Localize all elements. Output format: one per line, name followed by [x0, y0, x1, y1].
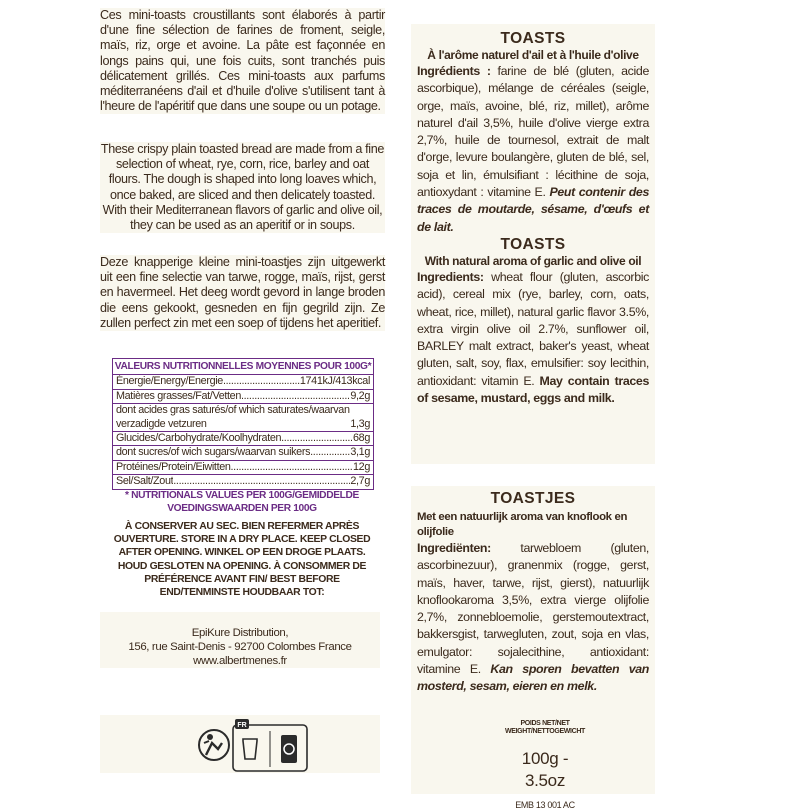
street-address: 156, rue Saint-Denis - 92700 Colombes France: [128, 641, 352, 653]
distributor-address: [100, 612, 380, 668]
net-weight-label: POIDS NET/NET WEIGHT/NETTOGEWICHT: [505, 720, 585, 735]
fr-tag: FR: [237, 722, 247, 729]
fr-intro-text: Ces mini-toasts croustillants sont élaborés à partir d'une fine sélection de farines de froment, seigle, maïs, riz, orge et avoine. La pâte est façonnée en longs pains qui, une fois cuits, sont tranchés puis délicatement grillés. Ces mini-toasts aux parfums méditerranéens d'ail et d'huile d'olive s'utilisent tant à l'heure de l'apéritif que dans une soupe ou un potage.: [100, 8, 385, 114]
nl-traces: Kan sporen bevatten van mosterd, sesam, eieren en melk.: [417, 662, 650, 694]
nutrition-label: Matières grasses/Fat/Vetten: [116, 389, 241, 402]
nutrition-label: Protéines/Protein/Eiwitten: [116, 460, 231, 473]
fr-traces: Peut contenir des traces de moutarde, sésame, d'œufs et de lait.: [417, 185, 649, 234]
en-traces: May contain traces of sesame, mustard, eggs and milk.: [417, 373, 649, 406]
en-ingredients: [411, 269, 655, 407]
nutrition-value: 3,1g: [350, 446, 370, 459]
en-title: TOASTS: [500, 235, 566, 253]
fr-ingredients: [411, 63, 655, 236]
nutrition-label: Énergie/Energy/Energie: [116, 375, 223, 388]
en-ingredients-text: wheat flour (gluten, ascorbic acid), cereal mix (rye, barley, corn, oats, wheat, rice, millet), natural garlic flavor 3.5%, extra virgin olive oil 2.7%, sunflower oil, BARLEY malt extract, baker's yeast, wheat gluten, salt, soy, flax, emulsifier: soy lecithin, antioxidant: vitamin E.: [417, 269, 649, 388]
en-ingredients-label: Ingredients:: [417, 269, 484, 284]
recycling-logos-graphic: [100, 715, 380, 773]
nutrition-row: [113, 461, 373, 475]
triman-icon: [199, 730, 229, 760]
company-name: EpiKure Distribution,: [191, 627, 289, 639]
nutrition-label: dont sucres/of wich sugars/waarvan suikers: [116, 446, 311, 459]
nutrition-label: Glucides/Carbohydrate/Koolhydraten: [116, 432, 282, 445]
en-intro-text: These crispy plain toasted bread are made from a fine selection of wheat, rye, corn, rice, barley and oat flours. The dough is shaped into long loaves which, once baked, are sliced and then delicately toasted. With their Mediterranean flavors of garlic and olive oil, they can be used as an aperitif or in soups.: [100, 142, 385, 233]
net-weight-value: 100g - 3.5oz: [521, 749, 569, 790]
fr-intro: [100, 8, 385, 114]
nl-subtitle: Met een natuurlijk aroma van knoflook en olijfolie: [417, 511, 628, 538]
nutrition-label: dont acides gras saturés/of which saturates/waarvan verzadigde vetzuren: [116, 404, 350, 430]
nutrition-row: [113, 375, 373, 389]
fr-ingredients-text: farine de blé (gluten, acide ascorbique), mélange de céréales (seigle, orge, maïs, avoine, blé, riz, millet), arôme naturel d'ail 3,5%, huile d'olive vierge extra 2,7%, huile de tournesol, extrait de malt d'orge, levure boulangère, gluten de blé, sel, soja et lin, émulsifiant : lécithine de soja, antioxydant : vitamine E.: [417, 64, 649, 200]
net-weight-block: [500, 720, 590, 810]
nutrition-value: 1741kJ/413kcal: [299, 375, 370, 388]
nl-ingredients-text: tarwebloem (gluten, ascorbinezuur), granenmix (rogge, gerst, maïs, haver, tarwe, rijst, gierst), natuurlijk knoflookaroma 3,5%, extra vierge olijfolie 2,7%, zonnebloemolie, gerstemoutextract, bakkersgist, tarwegluten, zout, soja en vlas, emulgator: sojalecithine, antioxidant: vitamine E.: [417, 541, 649, 677]
nl-intro: [100, 255, 385, 331]
ingredients-panel-fr-en: [411, 24, 655, 464]
en-subtitle: With natural aroma of garlic and olive oil: [424, 253, 642, 268]
en-intro: [100, 142, 385, 233]
fr-subtitle: À l'arôme naturel d'ail et à l'huile d'olive: [427, 48, 639, 62]
emb-code: EMB 13 001 AC: [515, 800, 575, 810]
nutrition-title: VALEURS NUTRITIONNELLES MOYENNES POUR 100G*: [113, 359, 373, 375]
fr-ingredients-label: Ingrédients :: [417, 64, 491, 78]
nl-ingredients: [411, 540, 655, 696]
website: www.albertmenes.fr: [193, 655, 287, 667]
nutrition-value: 68g: [353, 432, 370, 445]
nutrition-row: [113, 446, 373, 460]
nutrition-value: 1,3g: [350, 417, 370, 430]
nutrition-value: 2,7g: [350, 475, 370, 488]
recycling-logos: [100, 715, 380, 773]
nutrition-row: [113, 404, 373, 432]
nutrition-footnote: * NUTRITIONALS VALUES PER 100G/GEMIDDELDE VOEDINGSWAARDEN PER 100G: [125, 490, 359, 514]
nl-intro-text: Deze knapperige kleine mini-toastjes zijn uitgewerkt uit een fine selectie van tarwe, rogge, maïs, rijst, gerst en havermeel. Het deeg wordt gevord in lange broden die eens gekookt, gesneden en fijn gegrild zijn. Ze zullen perfect zin met een soep of tijdens het aperitief.: [100, 255, 385, 330]
nl-title: TOASTJES: [490, 490, 576, 507]
nutrition-row: [113, 475, 373, 488]
nutrition-table: [112, 358, 374, 490]
fr-title: TOASTS: [500, 30, 566, 47]
nutrition-row: [113, 390, 373, 404]
sorting-info-icon: [233, 719, 307, 771]
storage-instructions: À CONSERVER AU SEC. BIEN REFERMER APRÈS OUVERTURE. STORE IN A DRY PLACE. KEEP CLOSED AFTER OPENING. WINKEL OP EEN DROGE PLAATS. HOUD GESLOTEN NA OPENING. À CONSOMMER DE PRÉFÉRENCE AVANT FIN/ BEST BEFORE END/TENMINSTE HOUDBAAR TOT:: [113, 521, 371, 599]
nutrition-value: 9,2g: [350, 389, 370, 402]
nl-ingredients-label: Ingrediënten:: [417, 541, 491, 555]
nutrition-label: Sel/Salt/Zout: [116, 475, 174, 488]
nutrition-row: [113, 432, 373, 446]
nutrition-value: 12g: [353, 460, 370, 473]
